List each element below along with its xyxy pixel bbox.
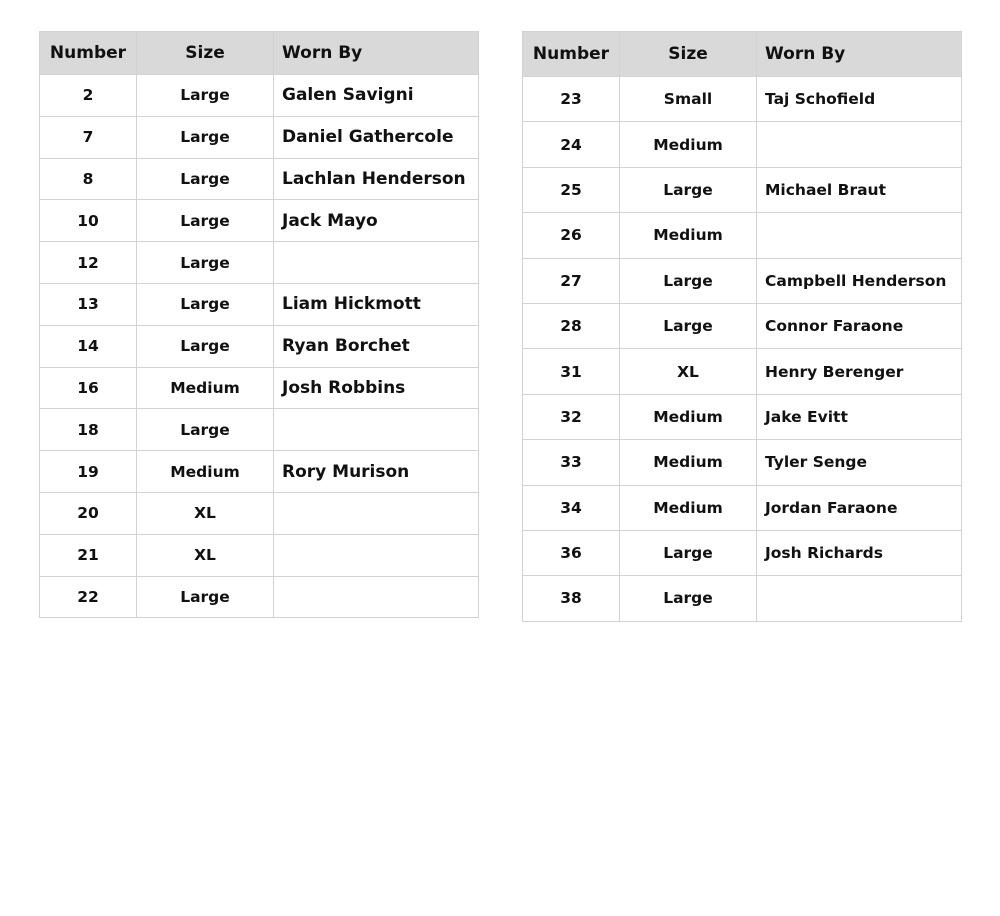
cell-size: Large xyxy=(137,409,274,451)
cell-size: Large xyxy=(620,258,757,303)
cell-worn-by: Campbell Henderson xyxy=(757,258,962,303)
cell-worn-by: Daniel Gathercole xyxy=(274,116,479,158)
jersey-table-left xyxy=(39,31,479,618)
cell-size: XL xyxy=(137,492,274,534)
cell-number: 36 xyxy=(523,530,620,575)
cell-worn-by: Josh Robbins xyxy=(274,367,479,409)
cell-worn-by: Josh Richards xyxy=(757,530,962,575)
table-row xyxy=(523,213,962,258)
cell-worn-by xyxy=(274,576,479,618)
cell-number: 14 xyxy=(40,325,137,367)
cell-number: 31 xyxy=(523,349,620,394)
header-number: Number xyxy=(523,32,620,77)
cell-number: 20 xyxy=(40,492,137,534)
table-body-right xyxy=(523,77,962,622)
table-row xyxy=(523,530,962,575)
cell-size: Large xyxy=(620,530,757,575)
cell-number: 38 xyxy=(523,576,620,621)
cell-worn-by xyxy=(757,576,962,621)
cell-size: XL xyxy=(620,349,757,394)
table-row xyxy=(40,75,479,117)
cell-number: 18 xyxy=(40,409,137,451)
table-row xyxy=(523,77,962,122)
cell-number: 32 xyxy=(523,394,620,439)
header-worn-by: Worn By xyxy=(757,32,962,77)
cell-worn-by xyxy=(274,492,479,534)
table-row xyxy=(523,258,962,303)
cell-size: Medium xyxy=(137,367,274,409)
cell-size: Large xyxy=(137,242,274,284)
cell-number: 19 xyxy=(40,451,137,493)
header-size: Size xyxy=(620,32,757,77)
cell-worn-by xyxy=(274,534,479,576)
table-row xyxy=(40,158,479,200)
cell-size: Large xyxy=(620,576,757,621)
cell-worn-by: Connor Faraone xyxy=(757,303,962,348)
header-worn-by: Worn By xyxy=(274,32,479,75)
jersey-table-right xyxy=(522,31,962,622)
cell-size: Large xyxy=(137,116,274,158)
cell-number: 21 xyxy=(40,534,137,576)
cell-size: Large xyxy=(620,167,757,212)
table-body-left xyxy=(40,75,479,618)
cell-size: Large xyxy=(620,303,757,348)
table-row xyxy=(40,283,479,325)
cell-worn-by: Liam Hickmott xyxy=(274,283,479,325)
cell-number: 10 xyxy=(40,200,137,242)
header-size: Size xyxy=(137,32,274,75)
table-row xyxy=(523,349,962,394)
table-row xyxy=(523,440,962,485)
cell-worn-by: Taj Schofield xyxy=(757,77,962,122)
cell-worn-by: Jordan Faraone xyxy=(757,485,962,530)
table-row xyxy=(40,534,479,576)
cell-number: 12 xyxy=(40,242,137,284)
cell-worn-by: Rory Murison xyxy=(274,451,479,493)
cell-number: 27 xyxy=(523,258,620,303)
table-row xyxy=(40,116,479,158)
cell-worn-by: Ryan Borchet xyxy=(274,325,479,367)
cell-size: Medium xyxy=(620,485,757,530)
table-row xyxy=(40,200,479,242)
table-row xyxy=(40,576,479,618)
cell-worn-by xyxy=(274,242,479,284)
cell-size: Small xyxy=(620,77,757,122)
table-row xyxy=(40,492,479,534)
cell-worn-by xyxy=(757,122,962,167)
cell-worn-by: Michael Braut xyxy=(757,167,962,212)
cell-number: 2 xyxy=(40,75,137,117)
table-row xyxy=(523,394,962,439)
cell-number: 16 xyxy=(40,367,137,409)
cell-number: 25 xyxy=(523,167,620,212)
table-row xyxy=(523,576,962,621)
table-row xyxy=(40,451,479,493)
cell-worn-by: Galen Savigni xyxy=(274,75,479,117)
cell-number: 24 xyxy=(523,122,620,167)
table-row xyxy=(40,367,479,409)
cell-size: Large xyxy=(137,576,274,618)
cell-worn-by: Tyler Senge xyxy=(757,440,962,485)
table-row xyxy=(40,409,479,451)
cell-size: Large xyxy=(137,158,274,200)
cell-worn-by xyxy=(274,409,479,451)
cell-number: 28 xyxy=(523,303,620,348)
table-header-row xyxy=(40,32,479,75)
cell-number: 8 xyxy=(40,158,137,200)
cell-size: Medium xyxy=(620,213,757,258)
table-header-row xyxy=(523,32,962,77)
header-number: Number xyxy=(40,32,137,75)
cell-number: 33 xyxy=(523,440,620,485)
cell-worn-by: Jake Evitt xyxy=(757,394,962,439)
cell-size: Medium xyxy=(137,451,274,493)
cell-worn-by: Lachlan Henderson xyxy=(274,158,479,200)
cell-worn-by: Henry Berenger xyxy=(757,349,962,394)
table-row xyxy=(40,242,479,284)
cell-number: 7 xyxy=(40,116,137,158)
cell-size: Large xyxy=(137,75,274,117)
cell-size: Large xyxy=(137,200,274,242)
table-row xyxy=(40,325,479,367)
cell-number: 23 xyxy=(523,77,620,122)
table-row xyxy=(523,122,962,167)
cell-size: Medium xyxy=(620,394,757,439)
cell-number: 13 xyxy=(40,283,137,325)
table-row xyxy=(523,485,962,530)
table-row xyxy=(523,167,962,212)
cell-number: 26 xyxy=(523,213,620,258)
table-row xyxy=(523,303,962,348)
cell-size: Medium xyxy=(620,440,757,485)
cell-size: Medium xyxy=(620,122,757,167)
cell-number: 22 xyxy=(40,576,137,618)
cell-worn-by: Jack Mayo xyxy=(274,200,479,242)
cell-size: XL xyxy=(137,534,274,576)
cell-size: Large xyxy=(137,283,274,325)
cell-size: Large xyxy=(137,325,274,367)
cell-number: 34 xyxy=(523,485,620,530)
cell-worn-by xyxy=(757,213,962,258)
